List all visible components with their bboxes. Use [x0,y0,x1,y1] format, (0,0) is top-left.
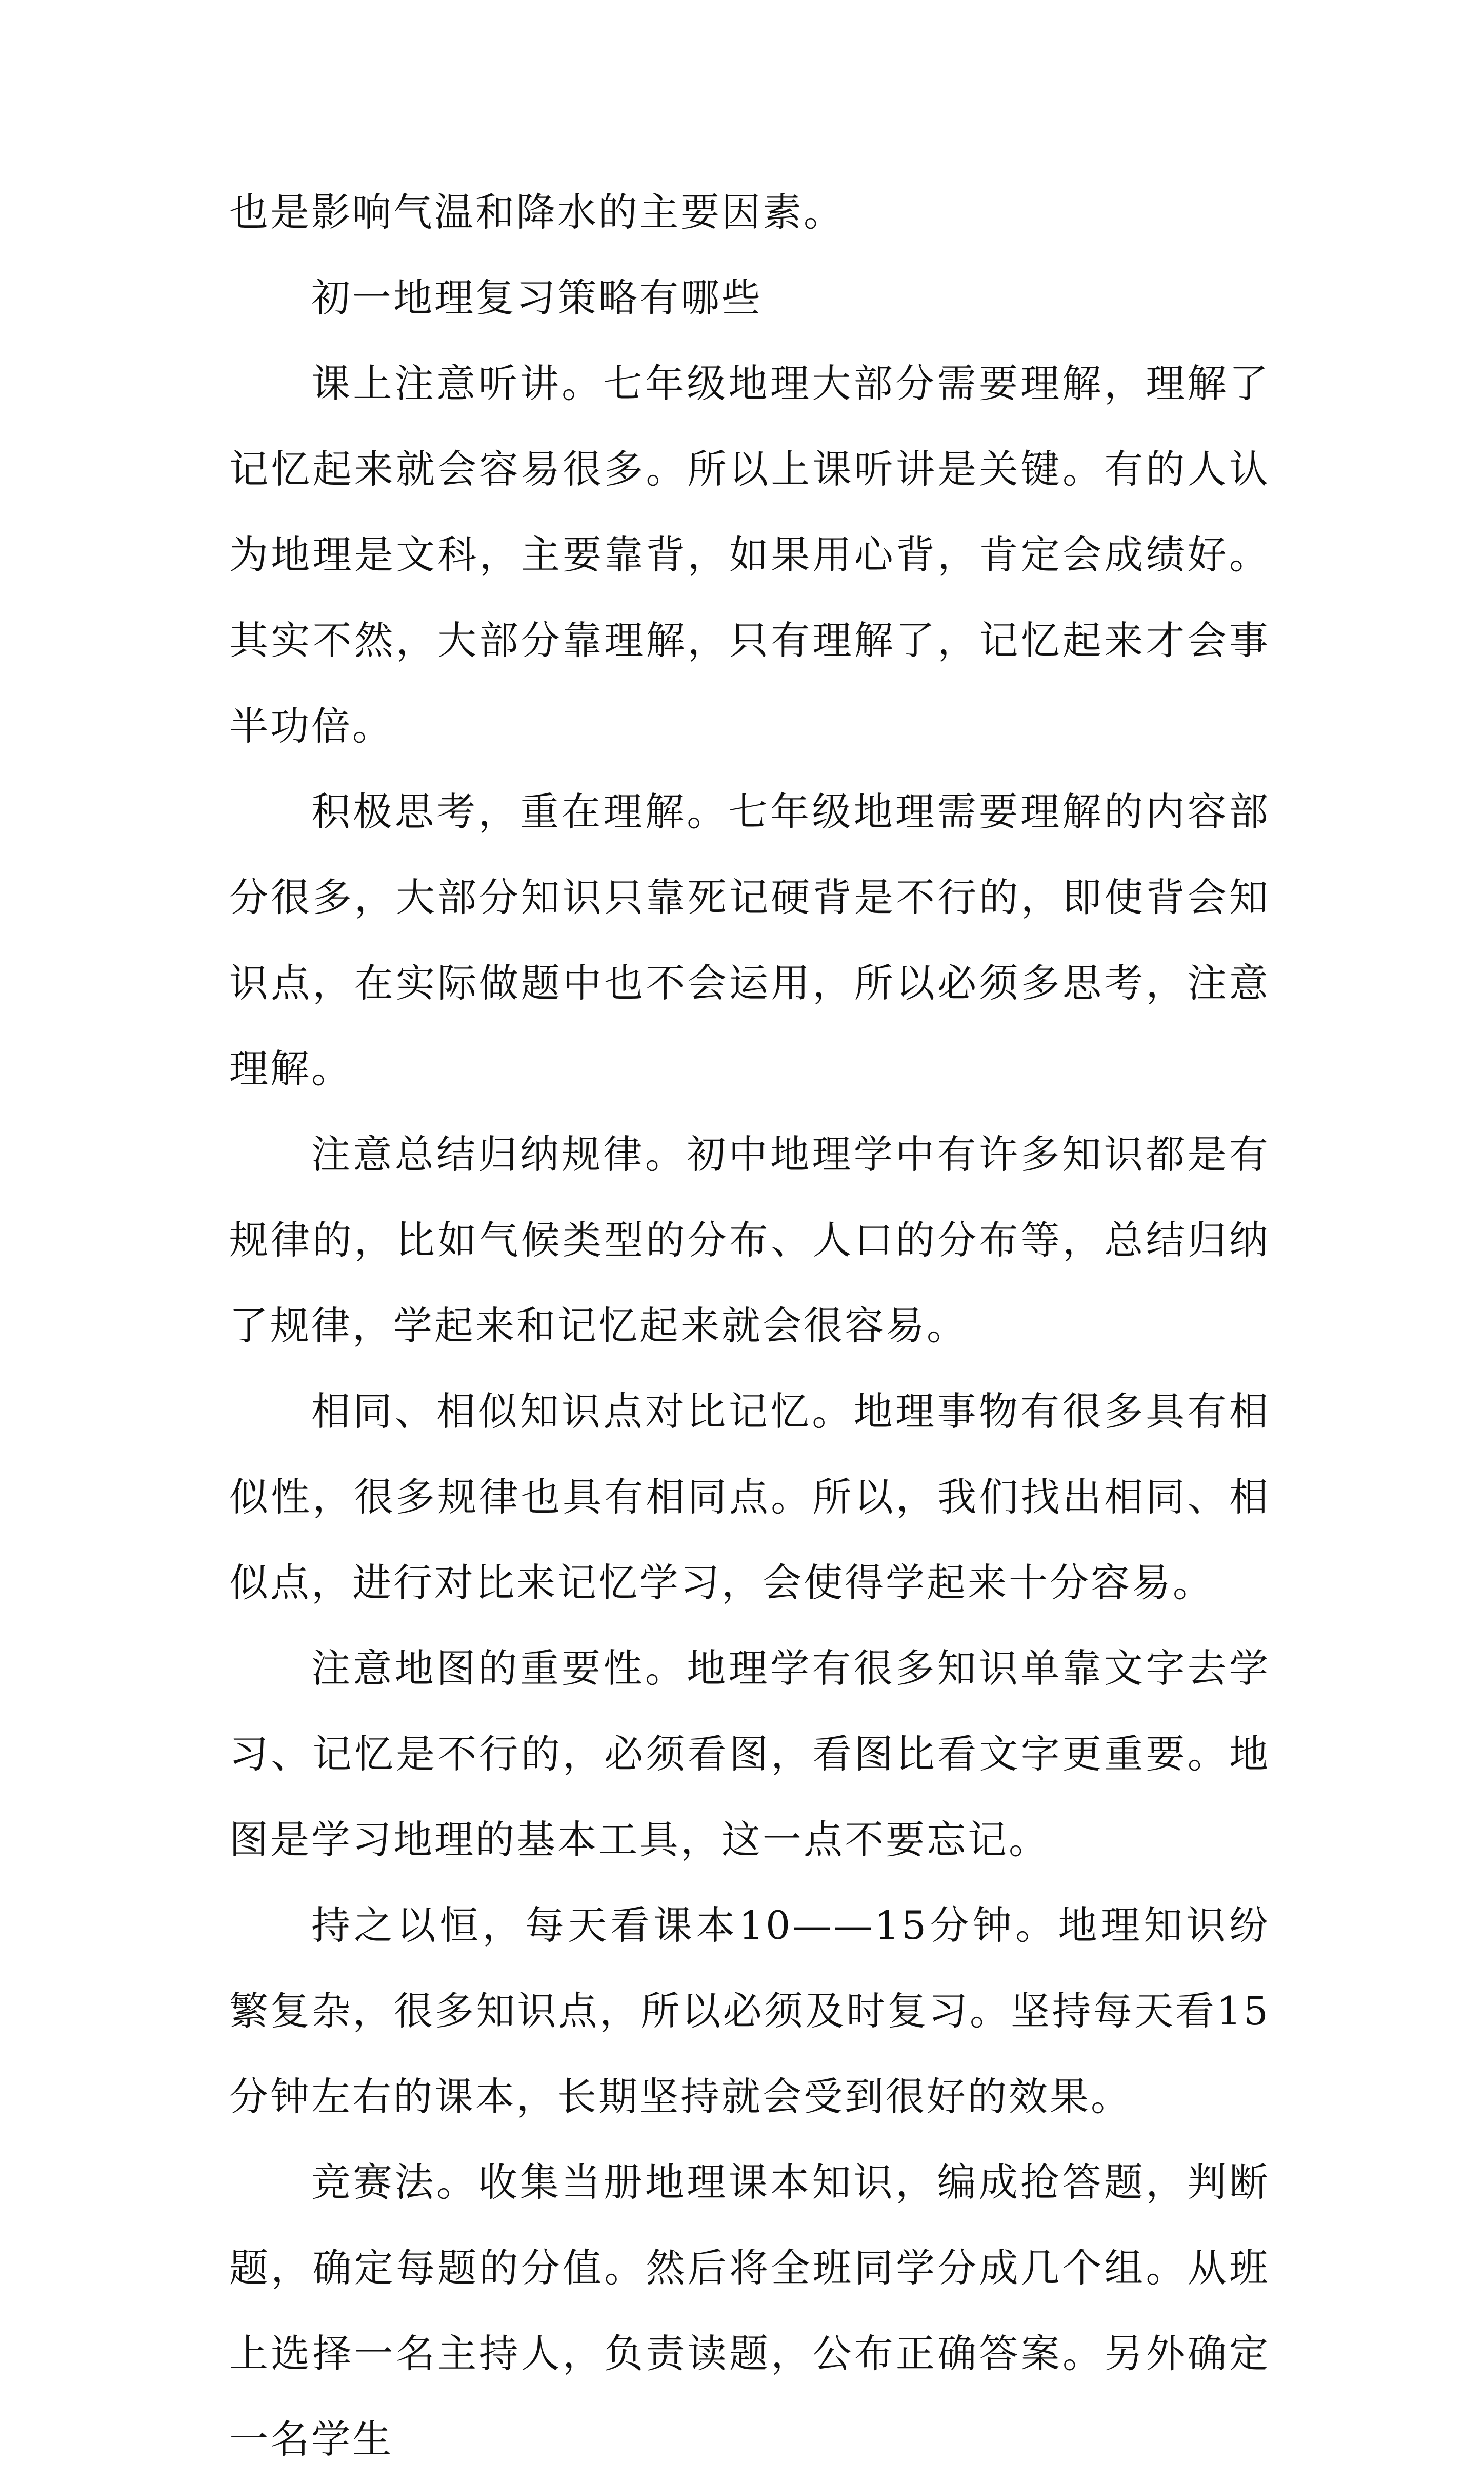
paragraph-think-actively: 积极思考，重在理解。七年级地理需要理解的内容部分很多，大部分知识只靠死记硬背是不行的，即使背会知识点，在实际做题中也不会运用，所以必须多思考，注意理解。 [229,789,1270,1091]
paragraph-summarize-rules: 注意总结归纳规律。初中地理学中有许多知识都是有规律的，比如气候类型的分布、人口的分布等，总结归纳了规律，学起来和记忆起来就会很容易。 [229,1131,1270,1348]
section-heading: 初一地理复习策略有哪些 [311,275,763,321]
paragraph-competition: 竞赛法。收集当册地理课本知识，编成抢答题，判断题，确定每题的分值。然后将全班同学分成几个组。从班上选择一名主持人，负责读题，公布正确答案。另外确定一名学生 [229,2159,1270,2462]
paragraph-persistence: 持之以恒，每天看课本10——15分钟。地理知识纷繁复杂，很多知识点，所以必须及时复习。坚持每天看15分钟左右的课本，长期坚持就会受到很好的效果。 [229,1902,1270,2119]
paragraph-continuation: 也是影响气温和降水的主要因素。 [229,189,845,235]
paragraph-compare-memory: 相同、相似知识点对比记忆。地理事物有很多具有相似性，很多规律也具有相同点。所以，我们找出相同、相似点，进行对比来记忆学习，会使得学起来十分容易。 [229,1388,1270,1605]
paragraph-listen-in-class: 课上注意听讲。七年级地理大部分需要理解，理解了记忆起来就会容易很多。所以上课听讲是关键。有的人认为地理是文科，主要靠背，如果用心背，肯定会成绩好。其实不然，大部分靠理解，只有理解了，记忆起来才会事半功倍。 [229,361,1270,749]
paragraph-map-importance: 注意地图的重要性。地理学有很多知识单靠文字去学习、记忆是不行的，必须看图，看图比看文字更重要。地图是学习地理的基本工具，这一点不要忘记。 [229,1645,1270,1862]
document-body [229,169,1270,2482]
